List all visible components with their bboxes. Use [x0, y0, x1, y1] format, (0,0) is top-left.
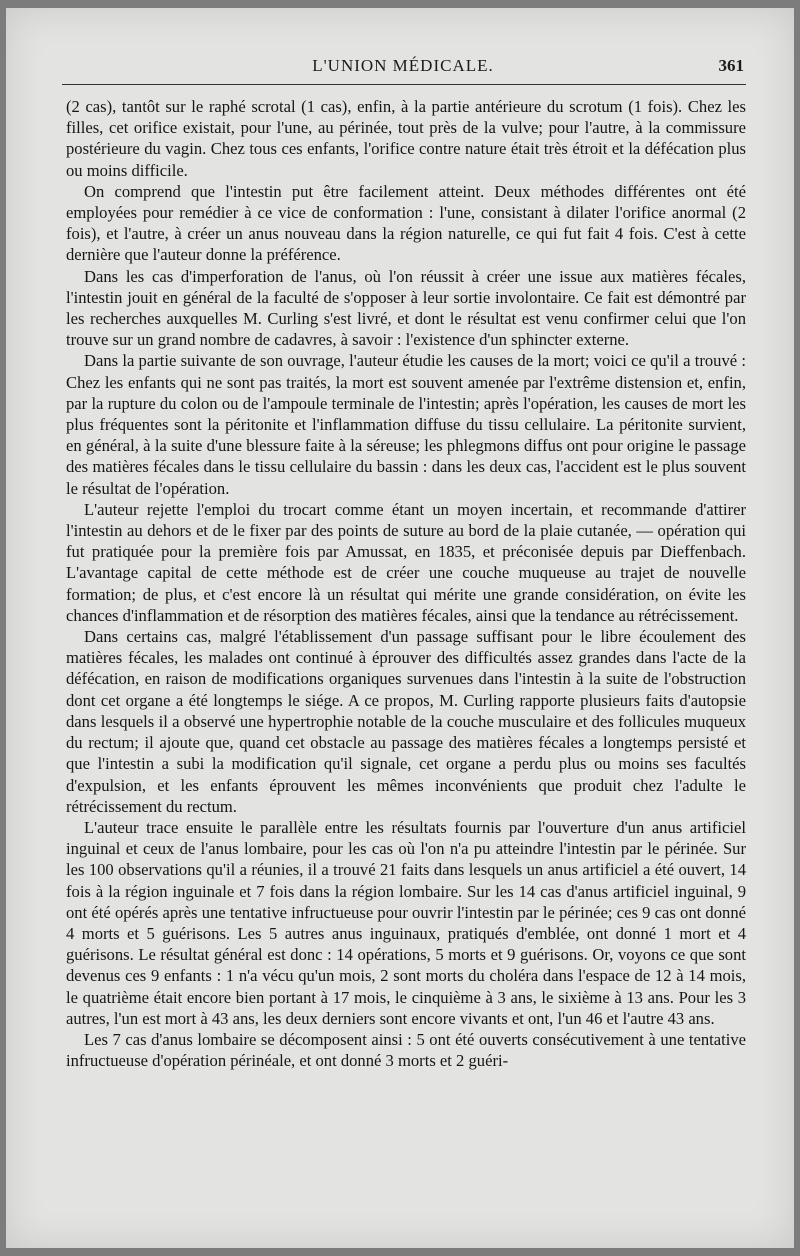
paragraph-1: (2 cas), tantôt sur le raphé scrotal (1 cas), enfin, à la partie antérieure du scrotum (1 fois). Chez les filles, cet orifice existait, pour l'une, au périnée, tout près de la vulve; pour l'autre, à la commissure postérieure du vagin. Chez tous ces enfants, l'orifice contre nature était très étroit et la défécation plus ou moins difficile.	[66, 97, 746, 180]
paragraph-6: Dans certains cas, malgré l'établissement d'un passage suffisant pour le libre écoulement des matières fécales, les malades ont continué à éprouver des difficultés assez grandes dans l'acte de la défécation, en raison de modifications organiques survenues dans l'intestin à la suite de l'obstruction dont cet organe a été longtemps le siége. A ce propos, M. Curling rapporte plusieurs faits d'autopsie dans lesquels il a observé une hypertrophie notable de la couche musculaire et des follicules muqueux du rectum; il ajoute que, quand cet obstacle au passage des matières fécales a longtemps persisté et que l'intestin a subi la modification qu'il signale, cet organe a perdu plus ou moins ses facultés d'expulsion, et les enfants éprouvent les mêmes inconvénients que produit chez l'adulte le rétrécissement du rectum.	[66, 627, 746, 816]
running-header	[62, 52, 744, 80]
document-page	[6, 8, 794, 1248]
paragraph-5: L'auteur rejette l'emploi du trocart comme étant un moyen incertain, et recommande d'attirer l'intestin au dehors et de le fixer par des points de suture au bord de la plaie cutanée, — opération qui fut pratiquée pour la première fois par Amussat, en 1835, et préconisée depuis par Dieffenbach. L'avantage capital de cette méthode est de créer une couche muqueuse au trajet de nouvelle formation; de plus, et c'est encore là un résultat qui mérite une grande considération, on évite les chances d'inflammation et de résorption des matières fécales, ainsi que la tendance au rétrécissement.	[66, 499, 746, 625]
paragraph-7: L'auteur trace ensuite le parallèle entre les résultats fournis par l'ouverture d'un anus artificiel inguinal et ceux de l'anus lombaire, pour les cas où l'on n'a pu atteindre l'intestin par le périnée. Sur les 100 observations qu'il a réunies, il a trouvé 21 faits dans lesquels un anus artificiel a été ouvert, 14 fois à la région inguinale et 7 fois dans la région lombaire. Sur les 14 cas d'anus artificiel inguinal, 9 ont été opérés après une tentative infructueuse pour ouvrir l'intestin par le périnée; ces 9 cas ont donné 4 morts et 5 guérisons. Les 5 autres anus inguinaux, pratiqués d'emblée, ont donné 1 mort et 4 guérisons. Le résultat général est donc : 14 opérations, 5 morts et 9 guérisons. Or, voyons ce que sont devenus ces 9 enfants : 1 n'a vécu qu'un mois, 2 sont morts du choléra dans l'espace de 12 à 14 mois, le quatrième était encore bien portant à 17 mois, le cinquième à 3 ans, le sixième à 13 ans. Pour les 3 autres, l'un est mort à 43 ans, les deux derniers sont encore vivants et ont, l'un 46 et l'autre 43 ans.	[66, 817, 746, 1028]
page-number: 361	[718, 56, 744, 75]
body-text	[66, 96, 746, 1071]
header-rule	[62, 84, 746, 85]
journal-title: L'UNION MÉDICALE.	[312, 56, 494, 75]
paragraph-3: Dans les cas d'imperforation de l'anus, où l'on réussit à créer une issue aux matières fécales, l'intestin jouit en général de la faculté de s'opposer à leur sortie involontaire. Ce fait est démontré par les recherches auxquelles M. Curling s'est livré, et dont le résultat est venu confirmer celui que l'on trouve sur un grand nombre de cadavres, à savoir : l'existence d'un sphincter externe.	[66, 266, 746, 350]
paragraph-8: Les 7 cas d'anus lombaire se décomposent ainsi : 5 ont été ouverts consécutivement à une tentative infructueuse d'opération périnéale, et ont donné 3 morts et 2 guéri-	[66, 1029, 746, 1071]
paragraph-2: On comprend que l'intestin put être facilement atteint. Deux méthodes différentes ont été employées pour remédier à ce vice de conformation : l'une, consistant à dilater l'orifice anormal (2 fois), et l'autre, à créer un anus nouveau dans la région naturelle, ce qui fut fait 4 fois. C'est à cette dernière que l'auteur donne la préférence.	[66, 181, 746, 265]
paragraph-4: Dans la partie suivante de son ouvrage, l'auteur étudie les causes de la mort; voici ce qu'il a trouvé : Chez les enfants qui ne sont pas traités, la mort est souvent amenée par l'extrême distension et, enfin, par la rupture du colon ou de l'ampoule terminale de l'intestin; après l'opération, les causes de mort les plus fréquentes sont la péritonite et l'inflammation diffuse du tissu cellulaire. La péritonite survient, en général, à la suite d'une blessure faite à la séreuse; les phlegmons diffus ont pour origine le passage des matières fécales dans le tissu cellulaire du bassin : dans les deux cas, l'accident est le plus souvent le résultat de l'opération.	[66, 351, 746, 498]
